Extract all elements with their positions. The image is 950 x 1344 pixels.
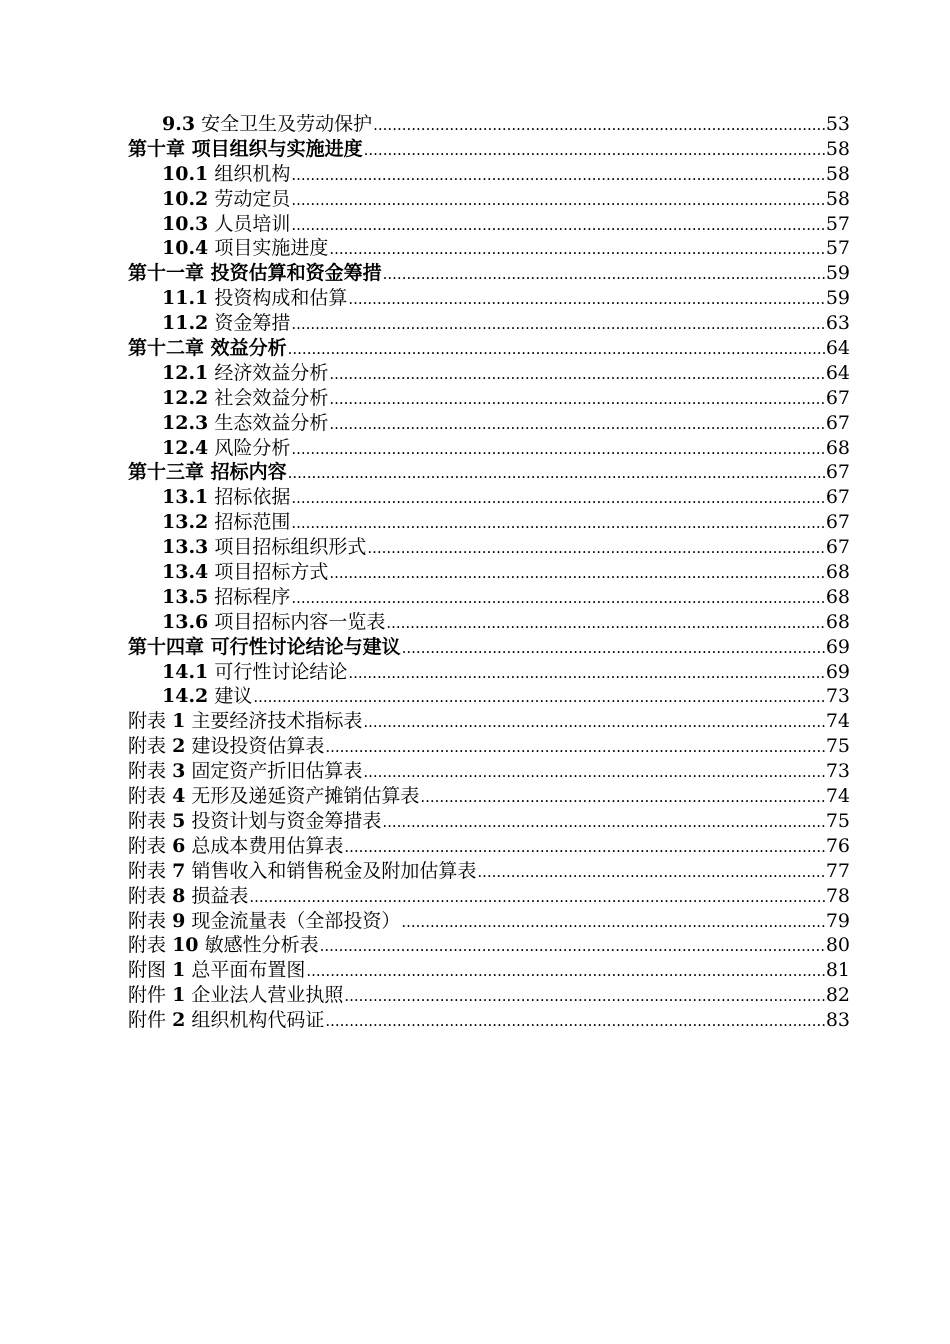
appendix-title: 建设投资估算表 — [191, 735, 325, 758]
toc-entry-title — [128, 734, 324, 759]
toc-entry-title — [162, 386, 328, 411]
dot-leader — [320, 934, 825, 959]
toc-entry[interactable] — [128, 386, 850, 411]
appendix-title: 固定资产折旧估算表 — [191, 760, 363, 783]
dot-leader — [382, 810, 824, 835]
section-number: 14.2 — [162, 685, 209, 708]
page-number: 58 — [825, 162, 850, 185]
toc-entry-title — [128, 809, 381, 834]
toc-entry[interactable] — [128, 1008, 850, 1033]
table-of-contents — [128, 112, 850, 1033]
toc-entry[interactable] — [128, 336, 850, 361]
section-number: 14.1 — [162, 660, 209, 683]
page-number: 58 — [825, 187, 850, 210]
section-title: 风险分析 — [214, 436, 291, 459]
toc-entry[interactable] — [128, 311, 850, 336]
page-number: 68 — [825, 436, 850, 459]
toc-entry-title — [128, 759, 362, 784]
appendix-number: 10 — [172, 934, 199, 957]
appendix-number: 7 — [172, 859, 186, 882]
toc-entry[interactable] — [128, 236, 850, 261]
section-title: 资金筹措 — [214, 312, 291, 335]
dot-leader — [291, 188, 824, 213]
toc-entry-title — [162, 610, 385, 635]
toc-entry[interactable] — [128, 709, 850, 734]
section-number: 13.6 — [162, 610, 209, 633]
appendix-number: 8 — [172, 884, 186, 907]
dot-leader — [329, 237, 824, 262]
toc-entry[interactable] — [128, 784, 850, 809]
appendix-number: 3 — [172, 760, 186, 783]
page-number: 78 — [825, 884, 850, 907]
toc-entry[interactable] — [128, 635, 850, 660]
toc-entry[interactable] — [128, 187, 850, 212]
dot-leader — [325, 1009, 824, 1034]
toc-entry-title — [162, 286, 347, 311]
dot-leader — [291, 213, 824, 238]
dot-leader — [420, 785, 824, 810]
appendix-prefix: 附件 — [128, 984, 167, 1007]
toc-entry[interactable] — [128, 436, 850, 461]
toc-entry-title — [162, 510, 290, 535]
section-number: 13.4 — [162, 561, 209, 584]
page-number: 68 — [825, 585, 850, 608]
page-number: 68 — [825, 610, 850, 633]
section-title: 项目招标组织形式 — [214, 536, 367, 559]
appendix-number: 1 — [172, 984, 186, 1007]
dot-leader — [329, 387, 824, 412]
section-number: 12.1 — [162, 361, 209, 384]
section-number: 10.2 — [162, 187, 209, 210]
page-number: 83 — [825, 1009, 850, 1032]
toc-entry-title — [128, 909, 400, 934]
toc-entry-title — [162, 436, 290, 461]
section-number: 12.2 — [162, 386, 209, 409]
section-title: 招标依据 — [214, 486, 291, 509]
page-number: 68 — [825, 561, 850, 584]
section-title: 安全卫生及劳动保护 — [201, 113, 373, 135]
toc-entry[interactable] — [128, 809, 850, 834]
appendix-number: 1 — [172, 710, 186, 733]
section-number: 10.3 — [162, 212, 209, 235]
dot-leader — [306, 959, 824, 984]
appendix-number: 9 — [172, 909, 186, 932]
toc-entry[interactable] — [128, 585, 850, 610]
page-number: 69 — [825, 660, 850, 683]
toc-entry[interactable] — [128, 684, 850, 709]
section-number: 12.4 — [162, 436, 209, 459]
toc-entry-title — [162, 585, 290, 610]
page-number: 67 — [825, 411, 850, 434]
dot-leader — [329, 412, 824, 437]
toc-entry[interactable] — [128, 958, 850, 983]
toc-entry-title — [128, 709, 362, 734]
dot-leader — [373, 113, 825, 138]
appendix-number: 6 — [172, 834, 186, 857]
section-number: 10.4 — [162, 237, 209, 260]
dot-leader — [344, 984, 824, 1009]
dot-leader — [329, 362, 824, 387]
dot-leader — [402, 636, 825, 661]
toc-entry[interactable] — [128, 560, 850, 585]
appendix-prefix: 附件 — [128, 1009, 167, 1032]
appendix-prefix: 附表 — [128, 710, 167, 733]
dot-leader — [364, 138, 825, 163]
dot-leader — [291, 163, 824, 188]
dot-leader — [325, 735, 824, 760]
appendix-number: 4 — [172, 785, 186, 808]
section-number: 13.5 — [162, 585, 209, 608]
toc-entry-title — [128, 834, 343, 859]
page-number: 67 — [825, 511, 850, 534]
toc-entry[interactable] — [128, 734, 850, 759]
appendix-title: 现金流量表（全部投资） — [191, 909, 401, 932]
chapter-title: 第十四章 可行性讨论结论与建议 — [128, 635, 401, 658]
page-number: 80 — [825, 934, 850, 957]
section-number: 12.3 — [162, 411, 209, 434]
toc-entry-title — [128, 137, 363, 162]
appendix-prefix: 附表 — [128, 934, 167, 957]
dot-leader — [329, 561, 824, 586]
section-number: 13.1 — [162, 486, 209, 509]
appendix-title: 投资计划与资金筹措表 — [191, 809, 382, 832]
toc-entry-title — [162, 212, 290, 237]
page-number: 64 — [825, 337, 850, 360]
dot-leader — [363, 710, 824, 735]
section-title: 可行性讨论结论 — [214, 660, 348, 683]
appendix-prefix: 附表 — [128, 785, 167, 808]
appendix-title: 总平面布置图 — [191, 959, 306, 982]
toc-entry-title — [128, 958, 305, 983]
page-number: 67 — [825, 536, 850, 559]
page-number: 67 — [825, 386, 850, 409]
appendix-number: 2 — [172, 735, 186, 758]
toc-entry[interactable] — [128, 212, 850, 237]
page-number: 67 — [825, 486, 850, 509]
toc-entry[interactable] — [128, 460, 850, 485]
section-title: 招标程序 — [214, 585, 291, 608]
toc-entry-title — [128, 635, 401, 660]
page-number: 57 — [825, 212, 850, 235]
appendix-prefix: 附表 — [128, 760, 167, 783]
section-title: 经济效益分析 — [214, 361, 329, 384]
toc-entry-title — [128, 261, 382, 286]
chapter-title: 第十三章 招标内容 — [128, 461, 287, 484]
toc-entry[interactable] — [128, 884, 850, 909]
appendix-title: 损益表 — [191, 884, 249, 907]
appendix-prefix: 附表 — [128, 884, 167, 907]
chapter-title: 第十章 项目组织与实施进度 — [128, 137, 363, 160]
toc-entry[interactable] — [128, 933, 850, 958]
toc-entry-title — [128, 460, 287, 485]
chapter-title: 第十二章 效益分析 — [128, 337, 287, 360]
page-number: 69 — [825, 635, 850, 658]
toc-entry[interactable] — [128, 286, 850, 311]
toc-entry[interactable] — [128, 759, 850, 784]
section-title: 项目招标内容一览表 — [214, 610, 386, 633]
dot-leader — [253, 685, 824, 710]
appendix-prefix: 附表 — [128, 909, 167, 932]
page-number: 64 — [825, 361, 850, 384]
toc-entry[interactable] — [128, 510, 850, 535]
page-number: 79 — [825, 909, 850, 932]
dot-leader — [367, 536, 824, 561]
section-title: 招标范围 — [214, 511, 291, 534]
toc-entry-title — [128, 784, 419, 809]
appendix-prefix: 附表 — [128, 735, 167, 758]
section-title: 社会效益分析 — [214, 386, 329, 409]
dot-leader — [291, 586, 824, 611]
page-number: 73 — [825, 685, 850, 708]
toc-entry-title — [128, 884, 248, 909]
appendix-title: 敏感性分析表 — [204, 934, 319, 957]
page-number: 73 — [825, 760, 850, 783]
toc-entry-title — [162, 361, 328, 386]
toc-entry[interactable] — [128, 485, 850, 510]
dot-leader — [363, 760, 824, 785]
page-number: 74 — [825, 785, 850, 808]
page-number: 57 — [825, 237, 850, 260]
page-number: 75 — [825, 735, 850, 758]
toc-entry-title — [162, 684, 252, 709]
dot-leader — [288, 461, 825, 486]
dot-leader — [249, 885, 824, 910]
toc-entry[interactable] — [128, 859, 850, 884]
appendix-title: 企业法人营业执照 — [191, 984, 344, 1007]
appendix-number: 1 — [172, 959, 186, 982]
dot-leader — [344, 835, 824, 860]
section-number: 10.1 — [162, 162, 209, 185]
appendix-number: 2 — [172, 1009, 186, 1032]
dot-leader — [401, 910, 824, 935]
appendix-prefix: 附表 — [128, 834, 167, 857]
toc-entry-title — [162, 660, 347, 685]
toc-entry-title — [162, 535, 366, 560]
dot-leader — [348, 287, 824, 312]
toc-entry[interactable] — [128, 112, 850, 137]
section-number: 11.1 — [162, 287, 209, 310]
dot-leader — [477, 860, 824, 885]
section-title: 劳动定员 — [214, 187, 291, 210]
dot-leader — [291, 437, 824, 462]
toc-entry[interactable] — [128, 261, 850, 286]
section-number: 11.2 — [162, 312, 209, 335]
appendix-prefix: 附图 — [128, 959, 167, 982]
section-number: 13.3 — [162, 536, 209, 559]
appendix-prefix: 附表 — [128, 809, 167, 832]
toc-entry-title — [128, 336, 287, 361]
toc-entry[interactable] — [128, 411, 850, 436]
appendix-title: 主要经济技术指标表 — [191, 710, 363, 733]
toc-entry-title — [128, 1008, 324, 1033]
toc-entry[interactable] — [128, 610, 850, 635]
section-title: 投资构成和估算 — [214, 287, 348, 310]
page-number: 77 — [825, 859, 850, 882]
page-number: 76 — [825, 834, 850, 857]
toc-entry[interactable] — [128, 535, 850, 560]
toc-entry[interactable] — [128, 162, 850, 187]
page-number: 59 — [825, 287, 850, 310]
page-number: 82 — [825, 984, 850, 1007]
toc-entry-title — [162, 187, 290, 212]
page-number: 53 — [825, 113, 850, 135]
page-number: 58 — [825, 137, 850, 160]
toc-entry[interactable] — [128, 834, 850, 859]
section-title: 组织机构 — [214, 162, 291, 185]
section-title: 项目实施进度 — [214, 237, 329, 260]
appendix-number: 5 — [172, 809, 186, 832]
appendix-title: 总成本费用估算表 — [191, 834, 344, 857]
toc-entry-title — [162, 236, 328, 261]
toc-entry-title — [128, 859, 476, 884]
page-number: 59 — [825, 262, 850, 285]
appendix-title: 无形及递延资产摊销估算表 — [191, 785, 420, 808]
dot-leader — [291, 312, 824, 337]
dot-leader — [288, 337, 825, 362]
page-number: 75 — [825, 809, 850, 832]
page-number: 81 — [825, 959, 850, 982]
page-number: 63 — [825, 312, 850, 335]
section-number: 9.3 — [162, 113, 196, 135]
toc-entry-title — [162, 112, 372, 137]
toc-entry[interactable] — [128, 660, 850, 685]
dot-leader — [291, 511, 824, 536]
dot-leader — [291, 486, 824, 511]
toc-entry[interactable] — [128, 909, 850, 934]
toc-entry[interactable] — [128, 983, 850, 1008]
toc-entry-title — [162, 311, 290, 336]
appendix-prefix: 附表 — [128, 859, 167, 882]
page-number: 67 — [825, 461, 850, 484]
section-title: 人员培训 — [214, 212, 291, 235]
section-title: 生态效益分析 — [214, 411, 329, 434]
toc-entry-title — [128, 983, 343, 1008]
section-title: 项目招标方式 — [214, 561, 329, 584]
section-number: 13.2 — [162, 511, 209, 534]
dot-leader — [386, 611, 824, 636]
section-title: 建议 — [214, 685, 253, 708]
page-number: 74 — [825, 710, 850, 733]
appendix-title: 组织机构代码证 — [191, 1009, 325, 1032]
chapter-title: 第十一章 投资估算和资金筹措 — [128, 262, 382, 285]
toc-entry-title — [162, 411, 328, 436]
dot-leader — [383, 262, 825, 287]
toc-entry[interactable] — [128, 361, 850, 386]
toc-entry-title — [162, 162, 290, 187]
toc-entry[interactable] — [128, 137, 850, 162]
toc-entry-title — [128, 933, 319, 958]
appendix-title: 销售收入和销售税金及附加估算表 — [191, 859, 477, 882]
dot-leader — [348, 661, 824, 686]
toc-entry-title — [162, 485, 290, 510]
toc-entry-title — [162, 560, 328, 585]
